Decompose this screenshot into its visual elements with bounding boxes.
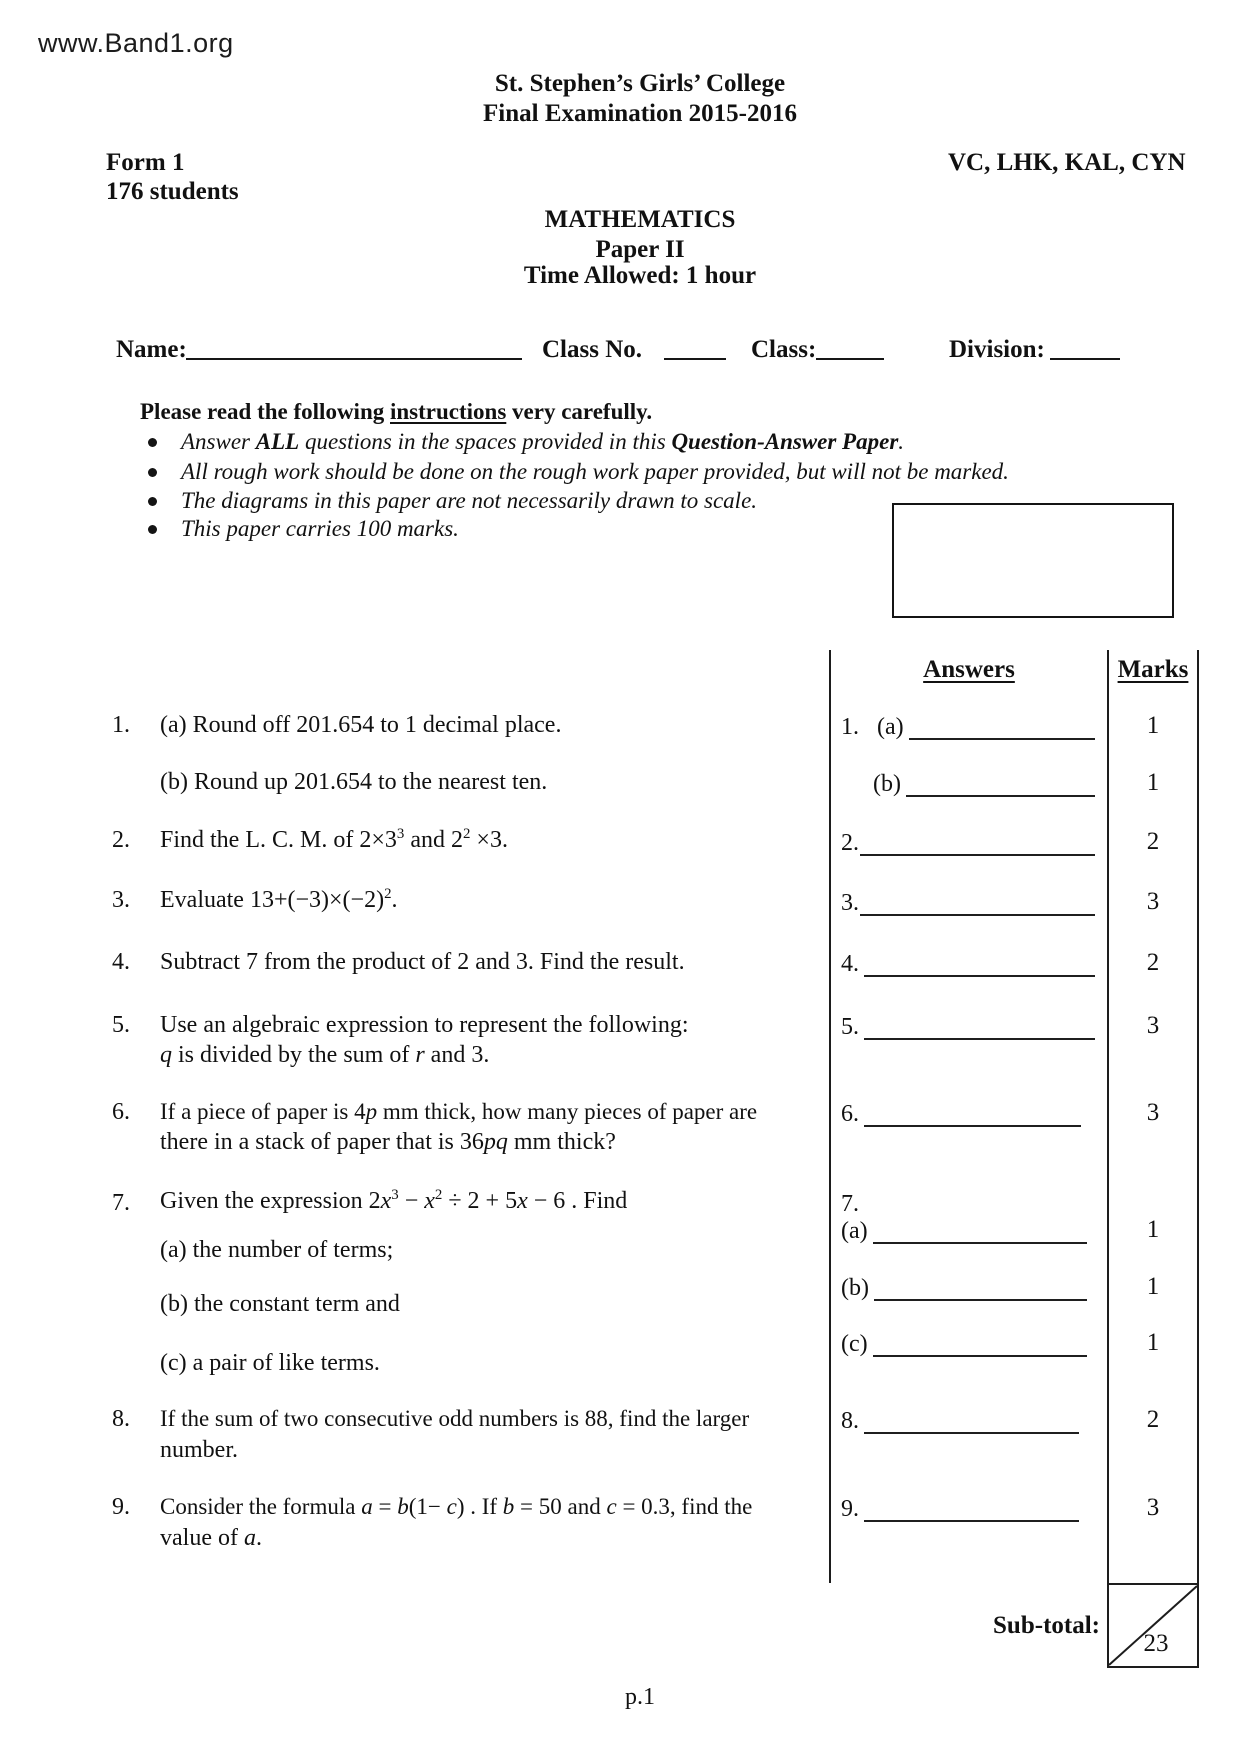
students-count: 176 students [106,178,239,205]
answer-label: 3. [841,890,859,916]
mark-cell: 2 [1146,1406,1160,1433]
division-label: Division: [949,336,1045,363]
answer-row-7c [841,1329,1087,1357]
mark-cell: 3 [1146,888,1160,915]
answer-blank-line [873,1218,1087,1244]
answer-blank-line [860,830,1095,856]
school-name: St. Stephen’s Girls’ College [494,70,786,97]
mark-cell: 3 [1146,1099,1160,1126]
class-codes: VC, LHK, KAL, CYN [948,149,1186,176]
watermark: www.Band1.org [38,28,234,58]
answer-row-4 [841,949,1095,977]
question-text: (c) a pair of like terms. [160,1350,380,1376]
answer-blank-line [864,1496,1079,1522]
answer-row-9 [841,1494,1079,1522]
answer-blank-line [874,1275,1087,1301]
subtotal-box-bottom-rule [1108,1666,1198,1668]
answer-blank-line [864,1014,1095,1040]
answer-label: 1. (a) [841,714,904,740]
class-blank-line [816,338,884,360]
question-text: (b) the constant term and [160,1291,400,1317]
answer-row-8 [841,1406,1079,1434]
class-no-label: Class No. [542,336,643,363]
page-number: p.1 [625,1684,655,1710]
question-number: 2. [112,827,130,853]
question-text: number. [160,1437,238,1463]
question-number: 5. [112,1012,130,1038]
question-text: Subtract 7 from the product of 2 and 3. Find the result. [160,949,685,975]
question-number: 9. [112,1494,130,1520]
answer-label: 9. [841,1496,859,1522]
answer-label: (a) [841,1218,868,1244]
subject-title: MATHEMATICS [544,206,736,233]
name-blank-line [186,338,522,360]
mark-cell: 2 [1146,828,1160,855]
blank-score-box [892,503,1174,618]
marks-column-header: Marks [1117,656,1189,683]
division-blank-line [1050,338,1120,360]
question-number: 3. [112,887,130,913]
mark-cell: 1 [1146,1329,1160,1356]
answer-row-1a [841,712,1095,740]
bullet-dot [148,438,157,447]
instruction-item: All rough work should be done on the rough work paper provided, but will not be marked. [181,459,1009,484]
question-number: 4. [112,949,130,975]
instruction-item: The diagrams in this paper are not necessarily drawn to scale. [181,488,758,513]
answer-blank-line [873,1331,1087,1357]
instructions-title: Please read the following instructions very carefully. [140,399,653,424]
answer-row-7a [841,1216,1087,1244]
question-text: (a) the number of terms; [160,1237,394,1263]
name-label: Name: [116,336,187,363]
question-number: 1. [112,712,130,738]
answer-row-2 [841,828,1095,856]
answer-blank-line [864,1408,1079,1434]
answers-column-header: Answers [923,656,1015,683]
form-label: Form 1 [106,149,185,176]
bullet-dot [148,497,157,506]
answer-label: 7. [841,1191,859,1217]
answer-label: 4. [841,951,859,977]
bullet-dot [148,525,157,534]
mark-cell: 1 [1146,1216,1160,1243]
answer-blank-line [906,771,1095,797]
answer-label: (c) [841,1331,868,1357]
mark-cell: 1 [1146,769,1160,796]
answer-row-5 [841,1012,1095,1040]
answer-label: (b) [841,1275,869,1301]
class-no-blank-line [664,338,726,360]
question-text: Given the expression $2x^3 - x^2 \div 2 + 5x - 6$ . Find [160,1187,628,1214]
mark-cell: 1 [1146,712,1160,739]
answer-label: 2. [841,830,859,856]
answer-label: (b) [873,771,901,797]
answer-blank-line [909,714,1095,740]
answer-label: 8. [841,1408,859,1434]
answer-row-3 [841,888,1095,916]
bullet-dot [148,468,157,477]
answer-row-7 [841,1189,1095,1217]
table-rule-left [829,650,831,1583]
question-text: q is divided by the sum of r and 3. [160,1042,490,1068]
question-text: there in a stack of paper that is 36pq mm thick? [160,1129,616,1155]
mark-cell: 1 [1146,1273,1160,1300]
question-text: Evaluate $13+(-3)\times(-2)^2$. [160,886,398,913]
paper-title: Paper II [595,236,685,263]
instruction-item: This paper carries 100 marks. [181,516,459,541]
answer-label: 5. [841,1014,859,1040]
answer-row-1b [841,769,1095,797]
subtotal-value: 23 [1143,1630,1169,1657]
question-number: 7. [112,1190,130,1216]
answer-blank-line [860,890,1095,916]
mark-cell: 3 [1146,1494,1160,1521]
answer-blank-line [864,951,1095,977]
question-text: Consider the formula a = b(1− c) . If b = 50 and c = 0.3, find the [160,1494,753,1519]
exam-title: Final Examination 2015-2016 [483,100,797,127]
answer-row-7b [841,1273,1087,1301]
answer-row-6 [841,1099,1081,1127]
question-text: If a piece of paper is 4p mm thick, how many pieces of paper are [160,1099,758,1124]
question-number: 8. [112,1406,130,1432]
class-label: Class: [751,336,817,363]
question-text: If the sum of two consecutive odd numbers is 88, find the larger [160,1406,750,1431]
question-text: Find the L. C. M. of $2\times 3^3$ and $2^2 \times 3$. [160,826,508,853]
mark-cell: 3 [1146,1012,1160,1039]
answer-blank-line [864,1101,1081,1127]
answer-label: 6. [841,1101,859,1127]
question-text: Use an algebraic expression to represent the following: [160,1012,689,1038]
mark-cell: 2 [1146,949,1160,976]
subtotal-label: Sub-total: [993,1612,1100,1639]
question-text: (a) Round off 201.654 to 1 decimal place. [160,712,562,738]
instruction-item: Answer ALL questions in the spaces provided in this Question-Answer Paper. [181,429,905,454]
time-allowed: Time Allowed: 1 hour [523,262,757,289]
question-text: value of a. [160,1525,262,1551]
question-text: (b) Round up 201.654 to the nearest ten. [160,769,548,795]
question-number: 6. [112,1099,130,1125]
